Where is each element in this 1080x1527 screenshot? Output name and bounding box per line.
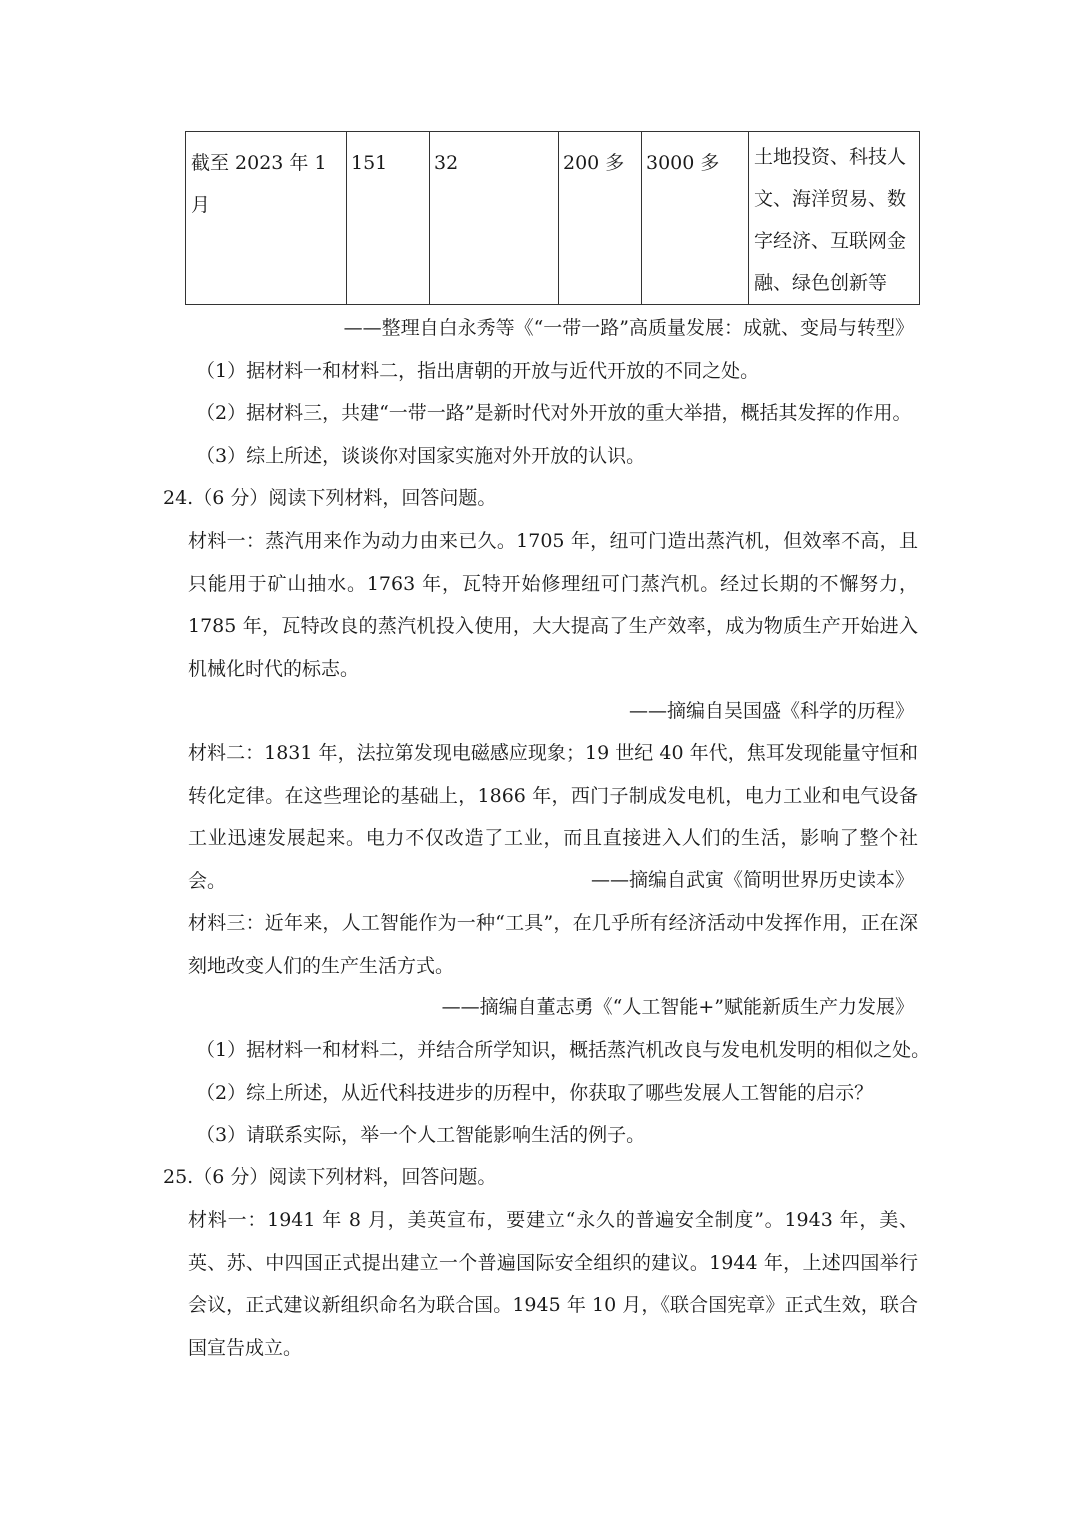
q24-sub1: （1）据材料一和材料二，并结合所学知识，概括蒸汽机改良与发电机发明的相似之处。 xyxy=(196,1039,931,1061)
q24-source2: ——摘编自武寅《简明世界历史读本》 xyxy=(590,869,914,891)
q24-sub2: （2）综上所述，从近代科技进步的历程中，你获取了哪些发展人工智能的启示？ xyxy=(196,1082,874,1104)
table-cell-date: 截至 2023 年 1 月 xyxy=(186,132,347,305)
q23-sub3: （3）综上所述，谈谈你对国家实施对外开放的认识。 xyxy=(196,445,646,467)
table-cell-countries: 151 xyxy=(347,132,430,305)
data-table xyxy=(185,131,920,305)
q24-source3: ——摘编自董志勇《“人工智能+”赋能新质生产力发展》 xyxy=(441,996,914,1018)
q24-sub3: （3）请联系实际，举一个人工智能影响生活的例子。 xyxy=(196,1124,646,1146)
q23-sub2: （2）据材料三，共建“一带一路”是新时代对外开放的重大举措，概括其发挥的作用。 xyxy=(196,402,912,424)
table-cell-fields: 土地投资、科技人文、海洋贸易、数字经济、互联网金融、绿色创新等 xyxy=(749,132,920,305)
q24-material3: 材料三：近年来，人工智能作为一种“工具”，在几乎所有经济活动中发挥作用，正在深刻地改变人们的生产生活方式。 xyxy=(188,912,918,977)
table-source: ——整理自白永秀等《“一带一路”高质量发展：成就、变局与转型》 xyxy=(343,317,914,339)
table-row xyxy=(186,132,920,305)
q24-material2: 材料二：1831 年，法拉第发现电磁感应现象；19 世纪 40 年代，焦耳发现能量守恒和转化定律。在这些理论的基础上，1866 年，西门子制成发电机，电力工业和电气设备工业迅速发展起来。电力不仅改造了工业，而且直接进入人们的生活，影响了整个社会。 xyxy=(188,742,918,892)
q25-material1: 材料一：1941 年 8 月，美英宣布，要建立“永久的普遍安全制度”。1943 年，美、英、苏、中四国正式提出建立一个普遍国际安全组织的建议。1944 年，上述四国举行会议，正式建议新组织命名为联合国。1945 年 10 月，《联合国宪章》正式生效，联合国宣告成立。 xyxy=(188,1209,918,1359)
table-cell-projects: 3000 多 xyxy=(642,132,749,305)
table-cell-documents: 200 多 xyxy=(559,132,642,305)
table-cell-organizations: 32 xyxy=(430,132,559,305)
q24-material1: 材料一：蒸汽用来作为动力由来已久。1705 年，纽可门造出蒸汽机，但效率不高，且只能用于矿山抽水。1763 年，瓦特开始修理纽可门蒸汽机。经过长期的不懈努力，1785 年，瓦特改良的蒸汽机投入使用，大大提高了生产效率，成为物质生产开始进入机械化时代的标志。 xyxy=(188,530,918,680)
q24-source1: ——摘编自吴国盛《科学的历程》 xyxy=(628,700,914,722)
q24-heading: 24.（6 分）阅读下列材料，回答问题。 xyxy=(163,487,497,509)
q23-sub1: （1）据材料一和材料二，指出唐朝的开放与近代开放的不同之处。 xyxy=(196,360,760,382)
q25-heading: 25.（6 分）阅读下列材料，回答问题。 xyxy=(163,1166,497,1188)
